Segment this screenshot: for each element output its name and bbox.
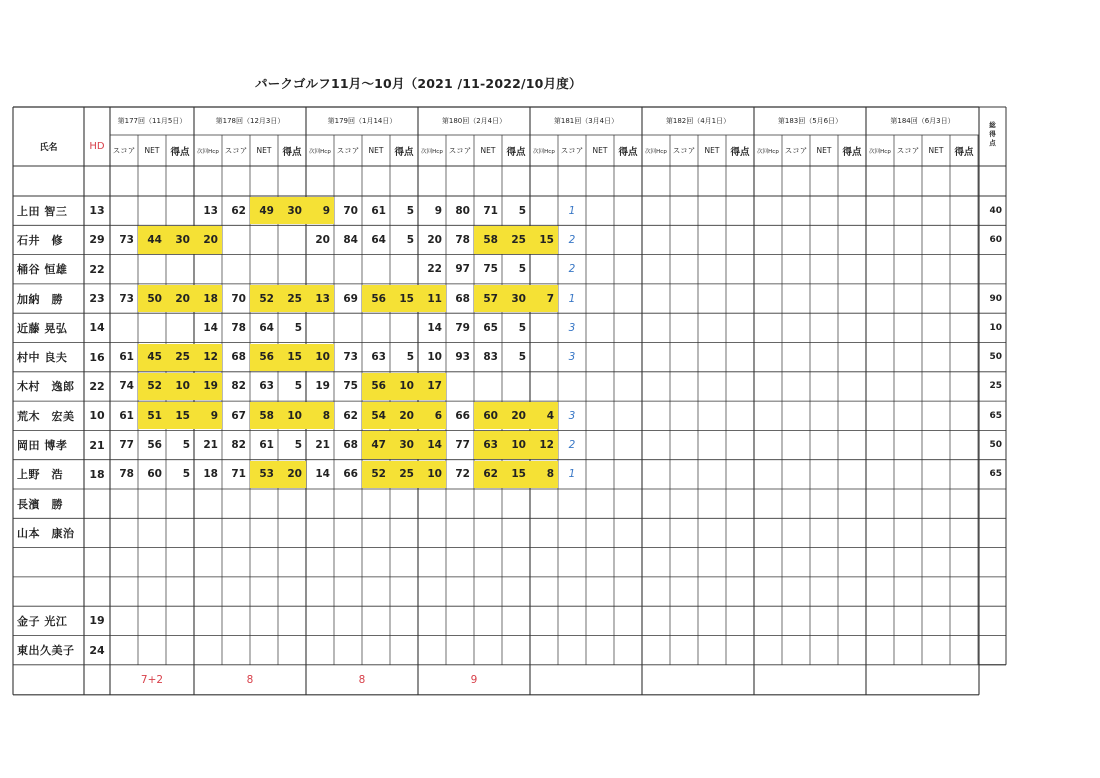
score-cell: 73	[119, 233, 134, 246]
score-cell: 25	[166, 344, 194, 371]
score-cell: 72	[455, 468, 470, 481]
total-header	[979, 107, 1006, 166]
player-total: 65	[989, 410, 1002, 421]
score-cell: 79	[455, 321, 470, 334]
player-total	[979, 636, 1006, 665]
score-cell: 97	[455, 263, 470, 276]
sub-header: 次回Hcp	[757, 148, 779, 155]
score-cell: 25	[278, 285, 306, 312]
score-cell: 80	[455, 204, 470, 217]
score-cell: 52	[250, 285, 278, 312]
score-cell: 58	[250, 402, 278, 429]
player-total	[979, 489, 1006, 518]
score-cell: 12	[194, 344, 222, 371]
score-cell: 20	[502, 402, 530, 429]
score-cell	[334, 255, 362, 284]
score-cell: 50	[138, 285, 166, 312]
player-hd: 22	[89, 262, 105, 276]
player-hd: 18	[89, 467, 105, 481]
score-cell: 56	[250, 344, 278, 371]
attendance-mark: 3	[568, 409, 576, 422]
sub-header: スコア	[336, 146, 360, 155]
score-cell: 5	[294, 380, 302, 393]
player-total	[979, 548, 1006, 577]
player-name: 近藤 晃弘	[17, 321, 68, 335]
score-cell: 63	[371, 351, 386, 364]
sub-header: スコア	[560, 146, 584, 155]
score-cell	[362, 313, 390, 342]
round-footer: 9	[470, 673, 478, 686]
score-cell: 4	[530, 402, 558, 429]
player-hd: 14	[89, 321, 105, 335]
round-footer: 8	[358, 673, 366, 686]
round-header: 第178回（12月3日）	[215, 117, 285, 125]
player-name	[13, 548, 84, 577]
score-cell: 14	[427, 321, 442, 334]
score-cell: 9	[194, 402, 222, 429]
score-cell	[166, 255, 194, 284]
score-cell: 64	[371, 233, 386, 246]
attendance-mark: 3	[568, 321, 576, 334]
score-cell	[278, 255, 306, 284]
score-cell	[446, 372, 474, 401]
round-header: 第179回（1月14日）	[327, 117, 397, 125]
score-cell	[362, 255, 390, 284]
player-hd: 22	[89, 379, 105, 393]
score-cell: 66	[343, 468, 358, 481]
player-hd	[84, 518, 110, 547]
score-cell: 25	[502, 226, 530, 253]
score-cell: 5	[518, 204, 526, 217]
score-cell: 20	[390, 402, 418, 429]
score-cell: 9	[434, 204, 442, 217]
sub-header: 得点	[282, 146, 302, 158]
score-cell	[390, 255, 418, 284]
score-cell: 57	[474, 285, 502, 312]
player-total	[979, 518, 1006, 547]
score-cell	[530, 343, 558, 372]
score-cell: 61	[371, 204, 386, 217]
score-cell	[474, 372, 502, 401]
score-cell: 21	[315, 439, 330, 452]
score-cell	[530, 255, 558, 284]
score-cell: 74	[119, 380, 134, 393]
sub-header: NET	[704, 146, 720, 155]
player-name: 岡田 博孝	[17, 439, 68, 453]
score-cell: 83	[483, 351, 498, 364]
player-hd	[84, 577, 110, 606]
player-name: 荒木 宏美	[17, 409, 75, 423]
sub-header: スコア	[112, 146, 136, 155]
score-cell: 77	[455, 439, 470, 452]
player-total: 50	[989, 352, 1002, 363]
total-header-char: 点	[989, 139, 996, 147]
score-cell: 5	[406, 351, 414, 364]
score-cell: 20	[194, 226, 222, 253]
score-cell: 20	[427, 233, 442, 246]
sub-header: スコア	[784, 146, 808, 155]
hd-header: HD	[89, 141, 105, 152]
score-cell: 68	[231, 351, 246, 364]
score-cell: 12	[530, 431, 558, 458]
player-name: 上野 浩	[17, 468, 63, 482]
sub-header: 次回Hcp	[645, 148, 667, 155]
score-cell: 7	[530, 285, 558, 312]
score-cell: 5	[294, 321, 302, 334]
score-cell: 5	[518, 263, 526, 276]
score-cell: 52	[138, 373, 166, 400]
score-cell: 8	[530, 461, 558, 488]
score-cell: 5	[182, 468, 190, 481]
score-cell: 19	[315, 380, 330, 393]
player-hd: 29	[89, 233, 105, 247]
score-cell	[110, 313, 138, 342]
sub-header: NET	[368, 146, 384, 155]
score-cell: 73	[343, 351, 358, 364]
player-name: 木村 逸郎	[17, 380, 75, 394]
score-cell: 54	[362, 402, 390, 429]
round-footer	[642, 665, 754, 695]
player-hd: 16	[89, 350, 105, 364]
player-total: 90	[989, 293, 1002, 304]
score-cell: 15	[530, 226, 558, 253]
sub-header: 次回Hcp	[869, 148, 891, 155]
player-name	[13, 577, 84, 606]
sub-header: スコア	[896, 146, 920, 155]
score-cell: 77	[119, 439, 134, 452]
score-cell	[222, 255, 250, 284]
score-cell: 64	[259, 321, 274, 334]
sub-header: 得点	[842, 146, 862, 158]
score-cell: 14	[315, 468, 330, 481]
score-cell: 10	[418, 461, 446, 488]
score-cell	[110, 196, 138, 225]
attendance-mark: 3	[568, 351, 576, 364]
score-cell	[530, 196, 558, 225]
score-cell: 5	[518, 321, 526, 334]
score-cell: 66	[455, 409, 470, 422]
attendance-mark: 1	[568, 204, 576, 217]
round-header: 第177回（11月5日）	[117, 117, 187, 125]
score-cell: 47	[362, 431, 390, 458]
sub-header: 次回Hcp	[421, 148, 443, 155]
score-cell: 30	[390, 431, 418, 458]
score-cell	[334, 313, 362, 342]
score-cell: 22	[427, 263, 442, 276]
score-cell: 75	[483, 263, 498, 276]
player-name: 東出久美子	[17, 644, 75, 658]
score-cell: 14	[203, 321, 218, 334]
player-name: 長濱 勝	[17, 497, 63, 511]
player-hd: 24	[89, 643, 105, 657]
sub-header: 得点	[394, 146, 414, 158]
player-total	[979, 255, 1006, 284]
score-cell: 19	[194, 373, 222, 400]
score-cell: 82	[231, 439, 246, 452]
score-cell: 11	[418, 285, 446, 312]
score-cell	[138, 313, 166, 342]
score-cell: 14	[418, 431, 446, 458]
score-cell: 51	[138, 402, 166, 429]
score-cell: 65	[483, 321, 498, 334]
score-cell: 20	[315, 233, 330, 246]
score-cell: 45	[138, 344, 166, 371]
score-cell: 21	[203, 439, 218, 452]
attendance-mark: 1	[568, 292, 576, 305]
sub-header: 得点	[506, 146, 526, 158]
sub-header: 次回Hcp	[309, 148, 331, 155]
score-cell: 67	[231, 409, 246, 422]
score-cell: 75	[343, 380, 358, 393]
player-hd	[84, 548, 110, 577]
score-cell: 70	[231, 292, 246, 305]
score-cell: 71	[483, 204, 498, 217]
sub-header: スコア	[224, 146, 248, 155]
player-total: 10	[989, 322, 1002, 333]
score-cell	[278, 225, 306, 254]
score-cell: 78	[231, 321, 246, 334]
sub-header: 次回Hcp	[533, 148, 555, 155]
player-total	[979, 606, 1006, 635]
score-cell: 62	[343, 409, 358, 422]
score-cell	[222, 225, 250, 254]
score-cell: 18	[203, 468, 218, 481]
score-cell: 69	[343, 292, 358, 305]
sub-header: スコア	[672, 146, 696, 155]
score-cell: 62	[231, 204, 246, 217]
score-cell	[138, 196, 166, 225]
score-cell: 20	[166, 285, 194, 312]
round-footer: 8	[246, 673, 254, 686]
name-header: 氏名	[39, 143, 58, 153]
player-total: 50	[989, 440, 1002, 451]
sub-header: 得点	[730, 146, 750, 158]
player-name: 桶谷 恒雄	[17, 263, 68, 277]
score-cell: 13	[306, 285, 334, 312]
score-cell: 5	[406, 233, 414, 246]
score-cell	[250, 225, 278, 254]
score-cell: 9	[306, 197, 334, 224]
sub-header: NET	[480, 146, 496, 155]
score-cell: 10	[166, 373, 194, 400]
score-cell: 44	[138, 226, 166, 253]
score-cell: 30	[166, 226, 194, 253]
score-cell: 10	[306, 344, 334, 371]
attendance-mark: 1	[568, 468, 576, 481]
score-cell: 82	[231, 380, 246, 393]
score-cell: 53	[250, 461, 278, 488]
score-cell: 5	[294, 439, 302, 452]
score-cell: 15	[502, 461, 530, 488]
score-cell: 15	[390, 285, 418, 312]
score-cell: 56	[362, 373, 390, 400]
round-footer	[866, 665, 979, 695]
score-cell: 18	[194, 285, 222, 312]
score-cell: 78	[455, 233, 470, 246]
player-name: 石井 修	[17, 233, 63, 247]
sub-header: スコア	[448, 146, 472, 155]
sub-header: 得点	[170, 146, 190, 158]
score-cell: 71	[231, 468, 246, 481]
score-cell: 56	[362, 285, 390, 312]
score-cell: 61	[119, 409, 134, 422]
score-cell: 17	[418, 373, 446, 400]
score-cell	[250, 255, 278, 284]
score-cell: 25	[390, 461, 418, 488]
attendance-mark	[558, 372, 586, 401]
score-cell	[502, 372, 530, 401]
score-cell: 68	[455, 292, 470, 305]
player-hd: 13	[89, 204, 105, 218]
score-cell: 10	[278, 402, 306, 429]
score-cell: 56	[147, 439, 162, 452]
round-header: 第182回（4月1日）	[665, 117, 731, 125]
sub-header: NET	[816, 146, 832, 155]
player-name: 加納 勝	[17, 292, 63, 306]
score-cell: 58	[474, 226, 502, 253]
score-cell: 5	[406, 204, 414, 217]
player-total: 60	[989, 234, 1002, 245]
round-header: 第181回（3月4日）	[553, 117, 619, 125]
total-header-char: 得	[989, 130, 996, 138]
player-hd: 21	[89, 438, 105, 452]
score-cell	[306, 313, 334, 342]
score-cell: 73	[119, 292, 134, 305]
score-cell: 6	[418, 402, 446, 429]
player-hd: 19	[89, 614, 105, 628]
score-cell: 15	[166, 402, 194, 429]
score-cell: 68	[343, 439, 358, 452]
score-cell: 49	[250, 197, 278, 224]
player-name: 村中 良夫	[17, 351, 68, 365]
score-cell: 78	[119, 468, 134, 481]
attendance-mark: 2	[568, 263, 576, 276]
round-footer	[754, 665, 866, 695]
score-cell: 5	[182, 439, 190, 452]
score-cell: 61	[259, 439, 274, 452]
score-cell: 70	[343, 204, 358, 217]
round-footer: 7+2	[140, 673, 164, 686]
score-cell: 93	[455, 351, 470, 364]
score-cell	[390, 313, 418, 342]
score-cell: 84	[343, 233, 358, 246]
player-name: 金子 光江	[17, 614, 68, 628]
score-cell: 10	[502, 431, 530, 458]
score-cell: 52	[362, 461, 390, 488]
score-cell	[306, 255, 334, 284]
sub-header: 得点	[618, 146, 638, 158]
player-name: 山本 康治	[17, 526, 75, 540]
round-header: 第184回（6月3日）	[890, 117, 955, 125]
score-cell	[194, 255, 222, 284]
round-header: 第183回（5月6日）	[777, 117, 843, 125]
score-cell: 5	[518, 351, 526, 364]
score-cell: 10	[427, 351, 442, 364]
score-cell: 62	[474, 461, 502, 488]
sub-header: 次回Hcp	[197, 148, 219, 155]
sub-header: NET	[144, 146, 160, 155]
score-cell	[166, 196, 194, 225]
score-cell: 61	[119, 351, 134, 364]
player-hd	[84, 489, 110, 518]
score-cell: 10	[390, 373, 418, 400]
score-cell: 20	[278, 461, 306, 488]
score-cell: 63	[474, 431, 502, 458]
sub-header: NET	[928, 146, 944, 155]
score-cell: 13	[203, 204, 218, 217]
sub-header: NET	[256, 146, 272, 155]
score-cell: 8	[306, 402, 334, 429]
total-header-char: 総	[989, 121, 996, 129]
player-total: 25	[989, 381, 1002, 392]
attendance-mark: 2	[568, 233, 576, 246]
sub-header: 得点	[954, 146, 974, 158]
score-cell: 15	[278, 344, 306, 371]
score-cell: 63	[259, 380, 274, 393]
player-total	[979, 577, 1006, 606]
player-hd: 23	[89, 292, 105, 306]
player-hd: 10	[89, 409, 105, 423]
score-cell	[530, 313, 558, 342]
score-cell: 60	[147, 468, 162, 481]
attendance-mark: 2	[568, 439, 576, 452]
score-cell: 60	[474, 402, 502, 429]
player-name: 上田 智三	[17, 204, 68, 218]
score-cell	[110, 255, 138, 284]
round-footer	[530, 665, 642, 695]
page-title: パークゴルフ11月～10月（2021 /11-2022/10月度）	[255, 76, 582, 91]
round-header: 第180回（2月4日）	[441, 117, 507, 125]
score-cell	[138, 255, 166, 284]
score-cell: 30	[502, 285, 530, 312]
sub-header: NET	[592, 146, 608, 155]
player-total: 65	[989, 469, 1002, 480]
score-cell	[166, 313, 194, 342]
score-cell	[530, 372, 558, 401]
player-total: 40	[989, 205, 1002, 216]
score-cell: 30	[278, 197, 306, 224]
